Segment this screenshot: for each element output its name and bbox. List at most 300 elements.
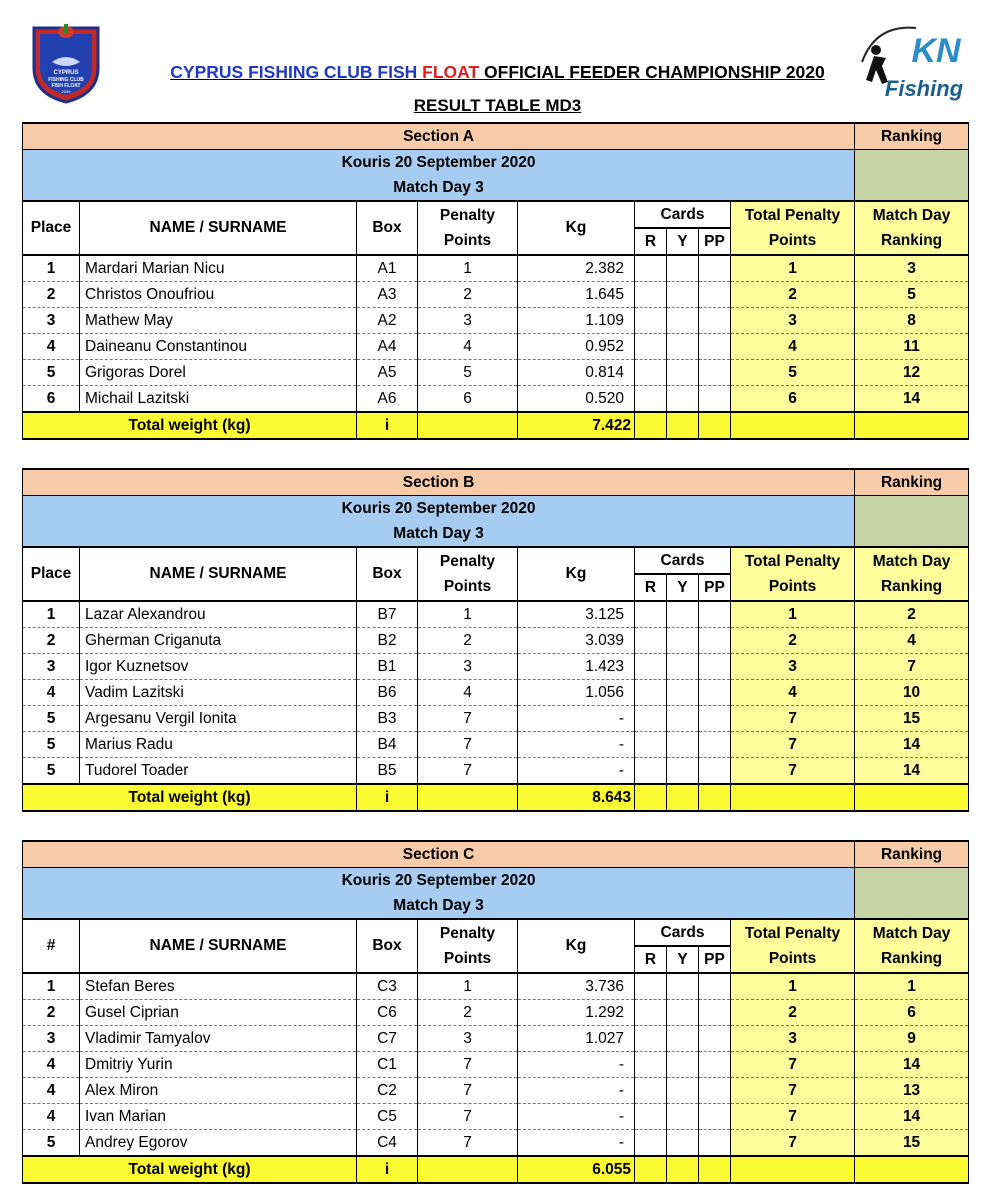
card-pp-header: PP	[699, 228, 731, 255]
place-cell: 4	[23, 1078, 80, 1104]
total-weight-label: Total weight (kg)	[23, 412, 357, 439]
card-y-cell	[667, 1130, 699, 1157]
card-r-cell	[635, 732, 667, 758]
place-cell: 1	[23, 601, 80, 628]
total-penalty-cell: 2	[731, 282, 855, 308]
penalty-cell: 2	[418, 282, 518, 308]
total-penalty-cell: 1	[731, 255, 855, 282]
match-day-ranking-cell: 12	[855, 360, 969, 386]
ranking-header: Ranking	[855, 469, 969, 496]
kg-cell: -	[518, 1130, 635, 1157]
name-header: NAME / SURNAME	[80, 201, 357, 255]
table-row	[23, 360, 969, 386]
card-r-cell	[635, 680, 667, 706]
section-table	[22, 840, 969, 1184]
card-pp-cell	[699, 360, 731, 386]
table-row	[23, 282, 969, 308]
match-day-ranking-cell: 14	[855, 758, 969, 785]
match-day-ranking-cell: 7	[855, 654, 969, 680]
box-cell: C1	[357, 1052, 418, 1078]
card-r-cell	[635, 601, 667, 628]
card-pp-cell	[699, 628, 731, 654]
title-part-float: FLOAT	[422, 62, 480, 82]
angler-name-cell: Alex Miron	[80, 1078, 357, 1104]
penalty-cell: 7	[418, 1130, 518, 1157]
card-pp-cell	[699, 308, 731, 334]
place-cell: 2	[23, 1000, 80, 1026]
box-cell: C6	[357, 1000, 418, 1026]
angler-name-cell: Gusel Ciprian	[80, 1000, 357, 1026]
kg-cell: 1.027	[518, 1026, 635, 1052]
place-cell: 3	[23, 654, 80, 680]
column-header-row	[23, 919, 969, 946]
section-table	[22, 122, 969, 440]
match-day-ranking-cell: 3	[855, 255, 969, 282]
place-cell: 1	[23, 255, 80, 282]
total-penalty-cell: 7	[731, 1104, 855, 1130]
section-title: Section C	[23, 841, 855, 868]
kg-cell: -	[518, 1104, 635, 1130]
match-day: Match Day 3	[23, 521, 855, 547]
penalty-cell: 1	[418, 255, 518, 282]
angler-name-cell: Christos Onoufriou	[80, 282, 357, 308]
card-y-cell	[667, 758, 699, 785]
penalty-cell: 6	[418, 386, 518, 413]
card-y-cell	[667, 1104, 699, 1130]
total-penalty-header	[731, 547, 855, 601]
total-penalty-cell: 7	[731, 1130, 855, 1157]
ranking-spacer	[855, 496, 969, 548]
total-weight-row	[23, 784, 969, 811]
title-part-3: OFFICIAL FEEDER CHAMPIONSHIP 2020	[479, 62, 825, 82]
table-row	[23, 680, 969, 706]
penalty-cell: 1	[418, 973, 518, 1000]
card-r-cell	[635, 973, 667, 1000]
penalty-cell: 7	[418, 1104, 518, 1130]
kg-cell: 2.382	[518, 255, 635, 282]
box-cell: A5	[357, 360, 418, 386]
penalty-cell: 3	[418, 1026, 518, 1052]
total-i-cell: i	[357, 412, 418, 439]
total-penalty-cell: 4	[731, 334, 855, 360]
kg-cell: 1.423	[518, 654, 635, 680]
match-day-label: Match Day	[872, 925, 951, 942]
place-cell: 6	[23, 386, 80, 413]
card-r-cell	[635, 1026, 667, 1052]
match-day-ranking-cell: 13	[855, 1078, 969, 1104]
ranking-label: Ranking	[880, 950, 943, 967]
venue-row	[23, 868, 969, 894]
match-day: Match Day 3	[23, 175, 855, 201]
points-label: Points	[443, 232, 492, 249]
total-kg-cell: 6.055	[518, 1156, 635, 1183]
section-title: Section A	[23, 123, 855, 150]
card-y-cell	[667, 680, 699, 706]
table-row	[23, 386, 969, 413]
match-day-ranking-header	[855, 201, 969, 255]
table-row	[23, 1130, 969, 1157]
place-header: Place	[23, 547, 80, 601]
box-cell: C4	[357, 1130, 418, 1157]
angler-name-cell: Tudorel Toader	[80, 758, 357, 785]
total-empty-cell	[667, 1156, 699, 1183]
points-label: Points	[443, 578, 492, 595]
place-cell: 3	[23, 308, 80, 334]
svg-text:FISHING CLUB: FISHING CLUB	[48, 77, 84, 83]
card-pp-cell	[699, 282, 731, 308]
box-cell: C5	[357, 1104, 418, 1130]
ranking-spacer	[855, 868, 969, 920]
table-row	[23, 601, 969, 628]
place-cell: 4	[23, 334, 80, 360]
card-r-cell	[635, 386, 667, 413]
place-cell: 5	[23, 732, 80, 758]
card-pp-cell	[699, 706, 731, 732]
card-r-cell	[635, 334, 667, 360]
place-cell: 3	[23, 1026, 80, 1052]
penalty-cell: 7	[418, 706, 518, 732]
column-header-row	[23, 547, 969, 574]
section-title: Section B	[23, 469, 855, 496]
ranking-label: Ranking	[880, 578, 943, 595]
card-y-cell	[667, 308, 699, 334]
box-cell: B7	[357, 601, 418, 628]
kg-cell: -	[518, 1078, 635, 1104]
championship-title	[0, 62, 995, 83]
table-row	[23, 334, 969, 360]
venue-date: Kouris 20 September 2020	[23, 496, 855, 522]
penalty-cell: 7	[418, 732, 518, 758]
angler-name-cell: Stefan Beres	[80, 973, 357, 1000]
total-empty-cell	[418, 412, 518, 439]
box-cell: C2	[357, 1078, 418, 1104]
total-kg-cell: 7.422	[518, 412, 635, 439]
kg-cell: -	[518, 758, 635, 785]
penalty-cell: 7	[418, 1078, 518, 1104]
total-penalty-cell: 6	[731, 386, 855, 413]
match-day-ranking-cell: 6	[855, 1000, 969, 1026]
place-cell: 2	[23, 628, 80, 654]
card-pp-cell	[699, 1130, 731, 1157]
angler-name-cell: Vadim Lazitski	[80, 680, 357, 706]
card-r-cell	[635, 1078, 667, 1104]
box-cell: C7	[357, 1026, 418, 1052]
card-y-header: Y	[667, 574, 699, 601]
table-row	[23, 654, 969, 680]
match-day-ranking-cell: 2	[855, 601, 969, 628]
kg-header: Kg	[518, 919, 635, 973]
total-empty-cell	[731, 1156, 855, 1183]
penalty-points-header	[418, 201, 518, 255]
card-y-cell	[667, 386, 699, 413]
box-cell: B3	[357, 706, 418, 732]
total-penalty-cell: 3	[731, 308, 855, 334]
angler-name-cell: Marius Radu	[80, 732, 357, 758]
box-cell: A4	[357, 334, 418, 360]
table-row	[23, 1026, 969, 1052]
kg-cell: -	[518, 1052, 635, 1078]
card-r-cell	[635, 308, 667, 334]
total-points-label: Points	[768, 578, 817, 595]
card-pp-cell	[699, 334, 731, 360]
match-day-label: Match Day	[872, 553, 951, 570]
card-r-cell	[635, 1052, 667, 1078]
kg-header: Kg	[518, 547, 635, 601]
match-day-ranking-cell: 8	[855, 308, 969, 334]
card-r-cell	[635, 1000, 667, 1026]
penalty-cell: 7	[418, 1052, 518, 1078]
total-penalty-label: Total Penalty	[744, 925, 841, 942]
total-weight-label: Total weight (kg)	[23, 1156, 357, 1183]
angler-name-cell: Dmitriy Yurin	[80, 1052, 357, 1078]
kg-cell: 0.952	[518, 334, 635, 360]
card-r-header: R	[635, 228, 667, 255]
total-empty-cell	[855, 1156, 969, 1183]
total-penalty-label: Total Penalty	[744, 207, 841, 224]
kg-cell: 3.736	[518, 973, 635, 1000]
match-day-ranking-cell: 4	[855, 628, 969, 654]
card-r-cell	[635, 255, 667, 282]
total-empty-cell	[855, 412, 969, 439]
match-day-row	[23, 175, 969, 201]
angler-name-cell: Igor Kuznetsov	[80, 654, 357, 680]
card-pp-cell	[699, 255, 731, 282]
place-header: #	[23, 919, 80, 973]
total-penalty-cell: 7	[731, 1052, 855, 1078]
match-day-ranking-cell: 14	[855, 732, 969, 758]
total-penalty-label: Total Penalty	[744, 553, 841, 570]
card-y-cell	[667, 1026, 699, 1052]
card-pp-cell	[699, 386, 731, 413]
box-cell: C3	[357, 973, 418, 1000]
match-day-ranking-cell: 9	[855, 1026, 969, 1052]
card-pp-cell	[699, 1052, 731, 1078]
angler-name-cell: Ivan Marian	[80, 1104, 357, 1130]
total-penalty-cell: 1	[731, 973, 855, 1000]
kg-cell: 3.039	[518, 628, 635, 654]
table-row	[23, 732, 969, 758]
total-empty-cell	[667, 784, 699, 811]
total-i-cell: i	[357, 1156, 418, 1183]
place-header: Place	[23, 201, 80, 255]
card-r-header: R	[635, 574, 667, 601]
angler-name-cell: Argesanu Vergil Ionita	[80, 706, 357, 732]
penalty-cell: 3	[418, 308, 518, 334]
venue-row	[23, 496, 969, 522]
table-row	[23, 758, 969, 785]
column-header-row	[23, 201, 969, 228]
result-table-title: RESULT TABLE MD3	[413, 96, 582, 115]
total-empty-cell	[635, 784, 667, 811]
section-title-row	[23, 469, 969, 496]
kg-cell: 1.056	[518, 680, 635, 706]
total-penalty-cell: 7	[731, 1078, 855, 1104]
total-weight-label: Total weight (kg)	[23, 784, 357, 811]
match-day-ranking-cell: 14	[855, 1104, 969, 1130]
match-day-ranking-cell: 11	[855, 334, 969, 360]
place-cell: 4	[23, 1104, 80, 1130]
kg-cell: -	[518, 732, 635, 758]
box-cell: A3	[357, 282, 418, 308]
card-r-header: R	[635, 946, 667, 973]
points-label: Points	[443, 950, 492, 967]
penalty-label: Penalty	[439, 925, 496, 942]
box-header: Box	[357, 547, 418, 601]
name-header: NAME / SURNAME	[80, 547, 357, 601]
total-penalty-header	[731, 919, 855, 973]
cards-header: Cards	[635, 547, 731, 574]
penalty-cell: 2	[418, 628, 518, 654]
card-y-cell	[667, 706, 699, 732]
svg-text:CYPRUS: CYPRUS	[53, 70, 79, 76]
card-y-cell	[667, 732, 699, 758]
place-cell: 5	[23, 758, 80, 785]
kn-fishing-logo	[856, 22, 974, 106]
card-r-cell	[635, 706, 667, 732]
table-row	[23, 1104, 969, 1130]
table-row	[23, 1000, 969, 1026]
total-empty-cell	[731, 412, 855, 439]
card-r-cell	[635, 758, 667, 785]
total-empty-cell	[699, 784, 731, 811]
kg-cell: 0.814	[518, 360, 635, 386]
total-penalty-cell: 3	[731, 1026, 855, 1052]
table-row	[23, 255, 969, 282]
match-day: Match Day 3	[23, 893, 855, 919]
card-y-cell	[667, 601, 699, 628]
total-empty-cell	[635, 1156, 667, 1183]
total-empty-cell	[855, 784, 969, 811]
box-cell: B4	[357, 732, 418, 758]
angler-name-cell: Mardari Marian Nicu	[80, 255, 357, 282]
total-empty-cell	[418, 784, 518, 811]
table-row	[23, 308, 969, 334]
svg-text:2009: 2009	[61, 89, 71, 94]
card-y-cell	[667, 282, 699, 308]
match-day-row	[23, 893, 969, 919]
box-header: Box	[357, 201, 418, 255]
match-day-ranking-header	[855, 919, 969, 973]
table-row	[23, 1052, 969, 1078]
place-cell: 4	[23, 1052, 80, 1078]
ranking-spacer	[855, 150, 969, 202]
card-y-cell	[667, 654, 699, 680]
card-pp-cell	[699, 654, 731, 680]
section-table	[22, 468, 969, 812]
box-cell: B5	[357, 758, 418, 785]
total-penalty-cell: 7	[731, 732, 855, 758]
kg-cell: 1.109	[518, 308, 635, 334]
total-empty-cell	[731, 784, 855, 811]
table-row	[23, 973, 969, 1000]
card-r-cell	[635, 628, 667, 654]
place-cell: 2	[23, 282, 80, 308]
card-pp-cell	[699, 732, 731, 758]
cards-header: Cards	[635, 919, 731, 946]
kg-cell: 0.520	[518, 386, 635, 413]
angler-name-cell: Daineanu Constantinou	[80, 334, 357, 360]
card-pp-cell	[699, 973, 731, 1000]
angler-name-cell: Gherman Criganuta	[80, 628, 357, 654]
table-row	[23, 1078, 969, 1104]
match-day-ranking-cell: 15	[855, 1130, 969, 1157]
match-day-label: Match Day	[872, 207, 951, 224]
total-i-cell: i	[357, 784, 418, 811]
kg-cell: 1.645	[518, 282, 635, 308]
svg-text:FISH FLOAT: FISH FLOAT	[51, 83, 81, 89]
kg-cell: 1.292	[518, 1000, 635, 1026]
svg-text:Fishing: Fishing	[884, 76, 964, 101]
card-y-cell	[667, 255, 699, 282]
angler-name-cell: Lazar Alexandrou	[80, 601, 357, 628]
card-pp-cell	[699, 680, 731, 706]
total-empty-cell	[699, 412, 731, 439]
total-empty-cell	[418, 1156, 518, 1183]
card-r-cell	[635, 282, 667, 308]
match-day-ranking-cell: 14	[855, 1052, 969, 1078]
card-pp-cell	[699, 1026, 731, 1052]
angler-name-cell: Mathew May	[80, 308, 357, 334]
place-cell: 1	[23, 973, 80, 1000]
match-day-ranking-cell: 10	[855, 680, 969, 706]
table-row	[23, 706, 969, 732]
total-penalty-cell: 2	[731, 1000, 855, 1026]
penalty-label: Penalty	[439, 553, 496, 570]
section-title-row	[23, 841, 969, 868]
ranking-label: Ranking	[880, 232, 943, 249]
svg-text:KN: KN	[911, 32, 961, 70]
ranking-header: Ranking	[855, 841, 969, 868]
total-empty-cell	[635, 412, 667, 439]
card-pp-header: PP	[699, 574, 731, 601]
total-empty-cell	[667, 412, 699, 439]
card-pp-cell	[699, 1104, 731, 1130]
card-pp-cell	[699, 601, 731, 628]
penalty-cell: 1	[418, 601, 518, 628]
angler-name-cell: Vladimir Tamyalov	[80, 1026, 357, 1052]
total-penalty-cell: 1	[731, 601, 855, 628]
box-cell: A2	[357, 308, 418, 334]
ranking-header: Ranking	[855, 123, 969, 150]
total-weight-row	[23, 412, 969, 439]
penalty-points-header	[418, 919, 518, 973]
name-header: NAME / SURNAME	[80, 919, 357, 973]
total-penalty-header	[731, 201, 855, 255]
box-cell: B2	[357, 628, 418, 654]
venue-row	[23, 150, 969, 176]
penalty-cell: 5	[418, 360, 518, 386]
card-y-cell	[667, 360, 699, 386]
total-penalty-cell: 3	[731, 654, 855, 680]
box-cell: A6	[357, 386, 418, 413]
total-kg-cell: 8.643	[518, 784, 635, 811]
box-cell: B1	[357, 654, 418, 680]
box-header: Box	[357, 919, 418, 973]
angler-name-cell: Andrey Egorov	[80, 1130, 357, 1157]
angler-name-cell: Michail Lazitski	[80, 386, 357, 413]
page-header	[0, 0, 995, 120]
kg-header: Kg	[518, 201, 635, 255]
total-points-label: Points	[768, 950, 817, 967]
section-title-row	[23, 123, 969, 150]
total-penalty-cell: 7	[731, 706, 855, 732]
match-day-ranking-cell: 14	[855, 386, 969, 413]
card-pp-cell	[699, 758, 731, 785]
card-pp-cell	[699, 1000, 731, 1026]
place-cell: 5	[23, 1130, 80, 1157]
penalty-points-header	[418, 547, 518, 601]
penalty-cell: 4	[418, 680, 518, 706]
